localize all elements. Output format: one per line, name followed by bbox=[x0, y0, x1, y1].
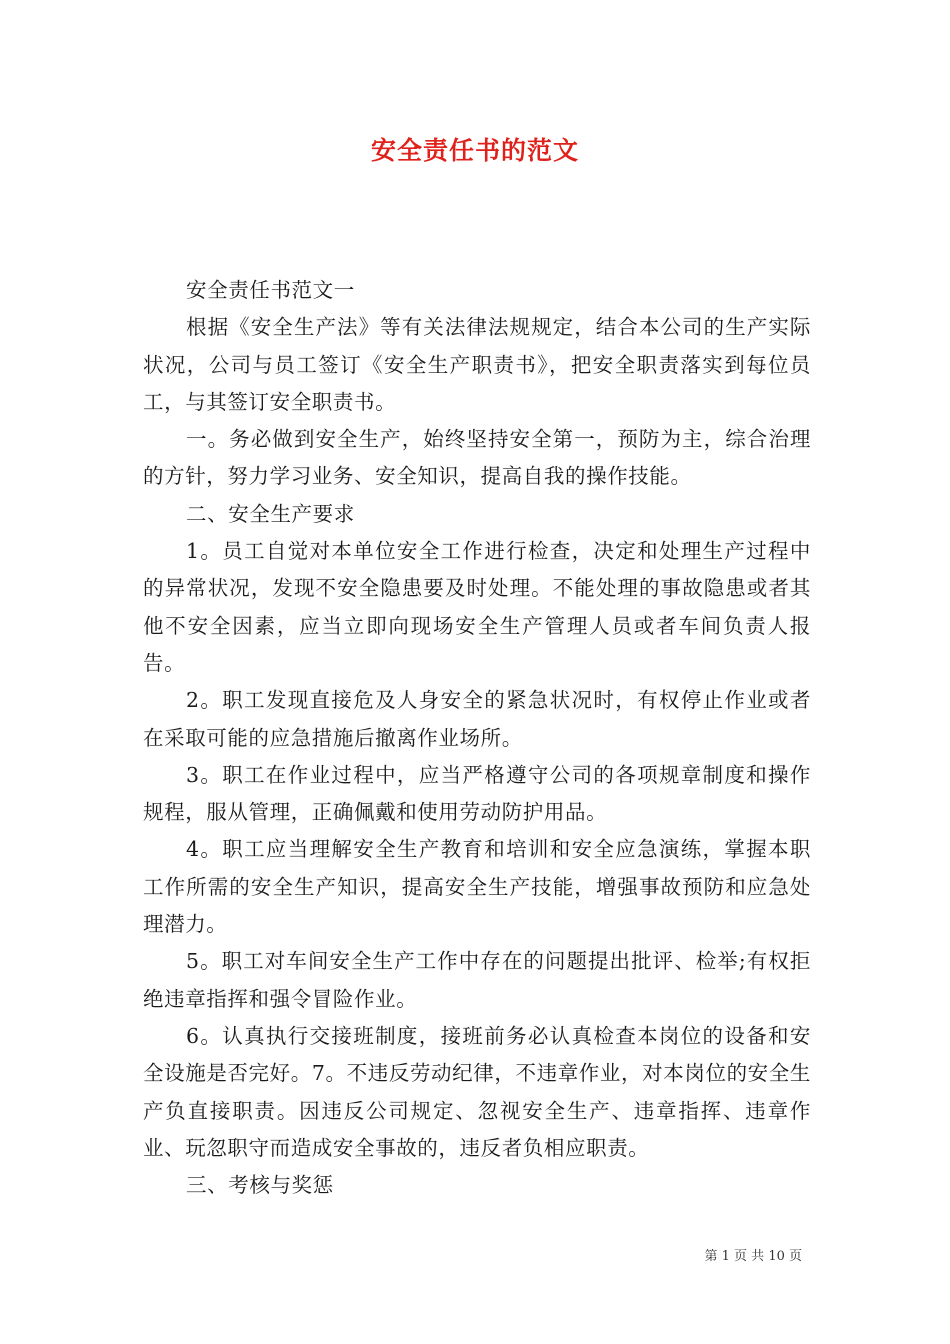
paragraph-item-1: 1。员工自觉对本单位安全工作进行检查，决定和处理生产过程中的异常状况，发现不安全隐患要及时处理。不能处理的事故隐患或者其他不安全因素，应当立即向现场安全生产管理人员或者车间负责人报告。 bbox=[143, 539, 811, 675]
paragraph-heading-sample-one: 安全责任书范文一 bbox=[186, 278, 355, 302]
page-number: 第 1 页 共 10 页 bbox=[704, 1249, 802, 1264]
paragraph-item-4: 4。职工应当理解安全生产教育和培训和安全应急演练，掌握本职工作所需的安全生产知识，提高安全生产技能，增强事故预防和应急处理潜力。 bbox=[143, 837, 811, 937]
document-title: 安全责任书的范文 bbox=[370, 136, 579, 165]
paragraph-section-one: 一。务必做到安全生产，始终坚持安全第一，预防为主，综合治理的方针，努力学习业务、安全知识，提高自我的操作技能。 bbox=[143, 427, 811, 489]
paragraph-item-5: 5。职工对车间安全生产工作中存在的问题提出批评、检举;有权拒绝违章指挥和强令冒险作业。 bbox=[143, 949, 811, 1011]
paragraph-section-two-heading: 二、安全生产要求 bbox=[186, 501, 355, 526]
document-body bbox=[143, 272, 811, 1204]
paragraph-item-6-7: 6。认真执行交接班制度，接班前务必认真检查本岗位的设备和安全设施是否完好。7。不违反劳动纪律，不违章作业，对本岗位的安全生产负直接职责。因违反公司规定、忽视安全生产、违章指挥、违章作业、玩忽职守而造成安全事故的，违反者负相应职责。 bbox=[143, 1023, 811, 1160]
paragraph-item-3: 3。职工在作业过程中，应当严格遵守公司的各项规章制度和操作规程，服从管理，正确佩戴和使用劳动防护用品。 bbox=[143, 762, 811, 825]
paragraph-section-three-heading: 三、考核与奖惩 bbox=[186, 1173, 334, 1198]
paragraph-intro: 根据《安全生产法》等有关法律法规规定，结合本公司的生产实际状况，公司与员工签订《安全生产职责书》，把安全职责落实到每位员工，与其签订安全职责书。 bbox=[143, 315, 811, 414]
paragraph-item-2: 2。职工发现直接危及人身安全的紧急状况时，有权停止作业或者在采取可能的应急措施后撤离作业场所。 bbox=[143, 688, 811, 750]
